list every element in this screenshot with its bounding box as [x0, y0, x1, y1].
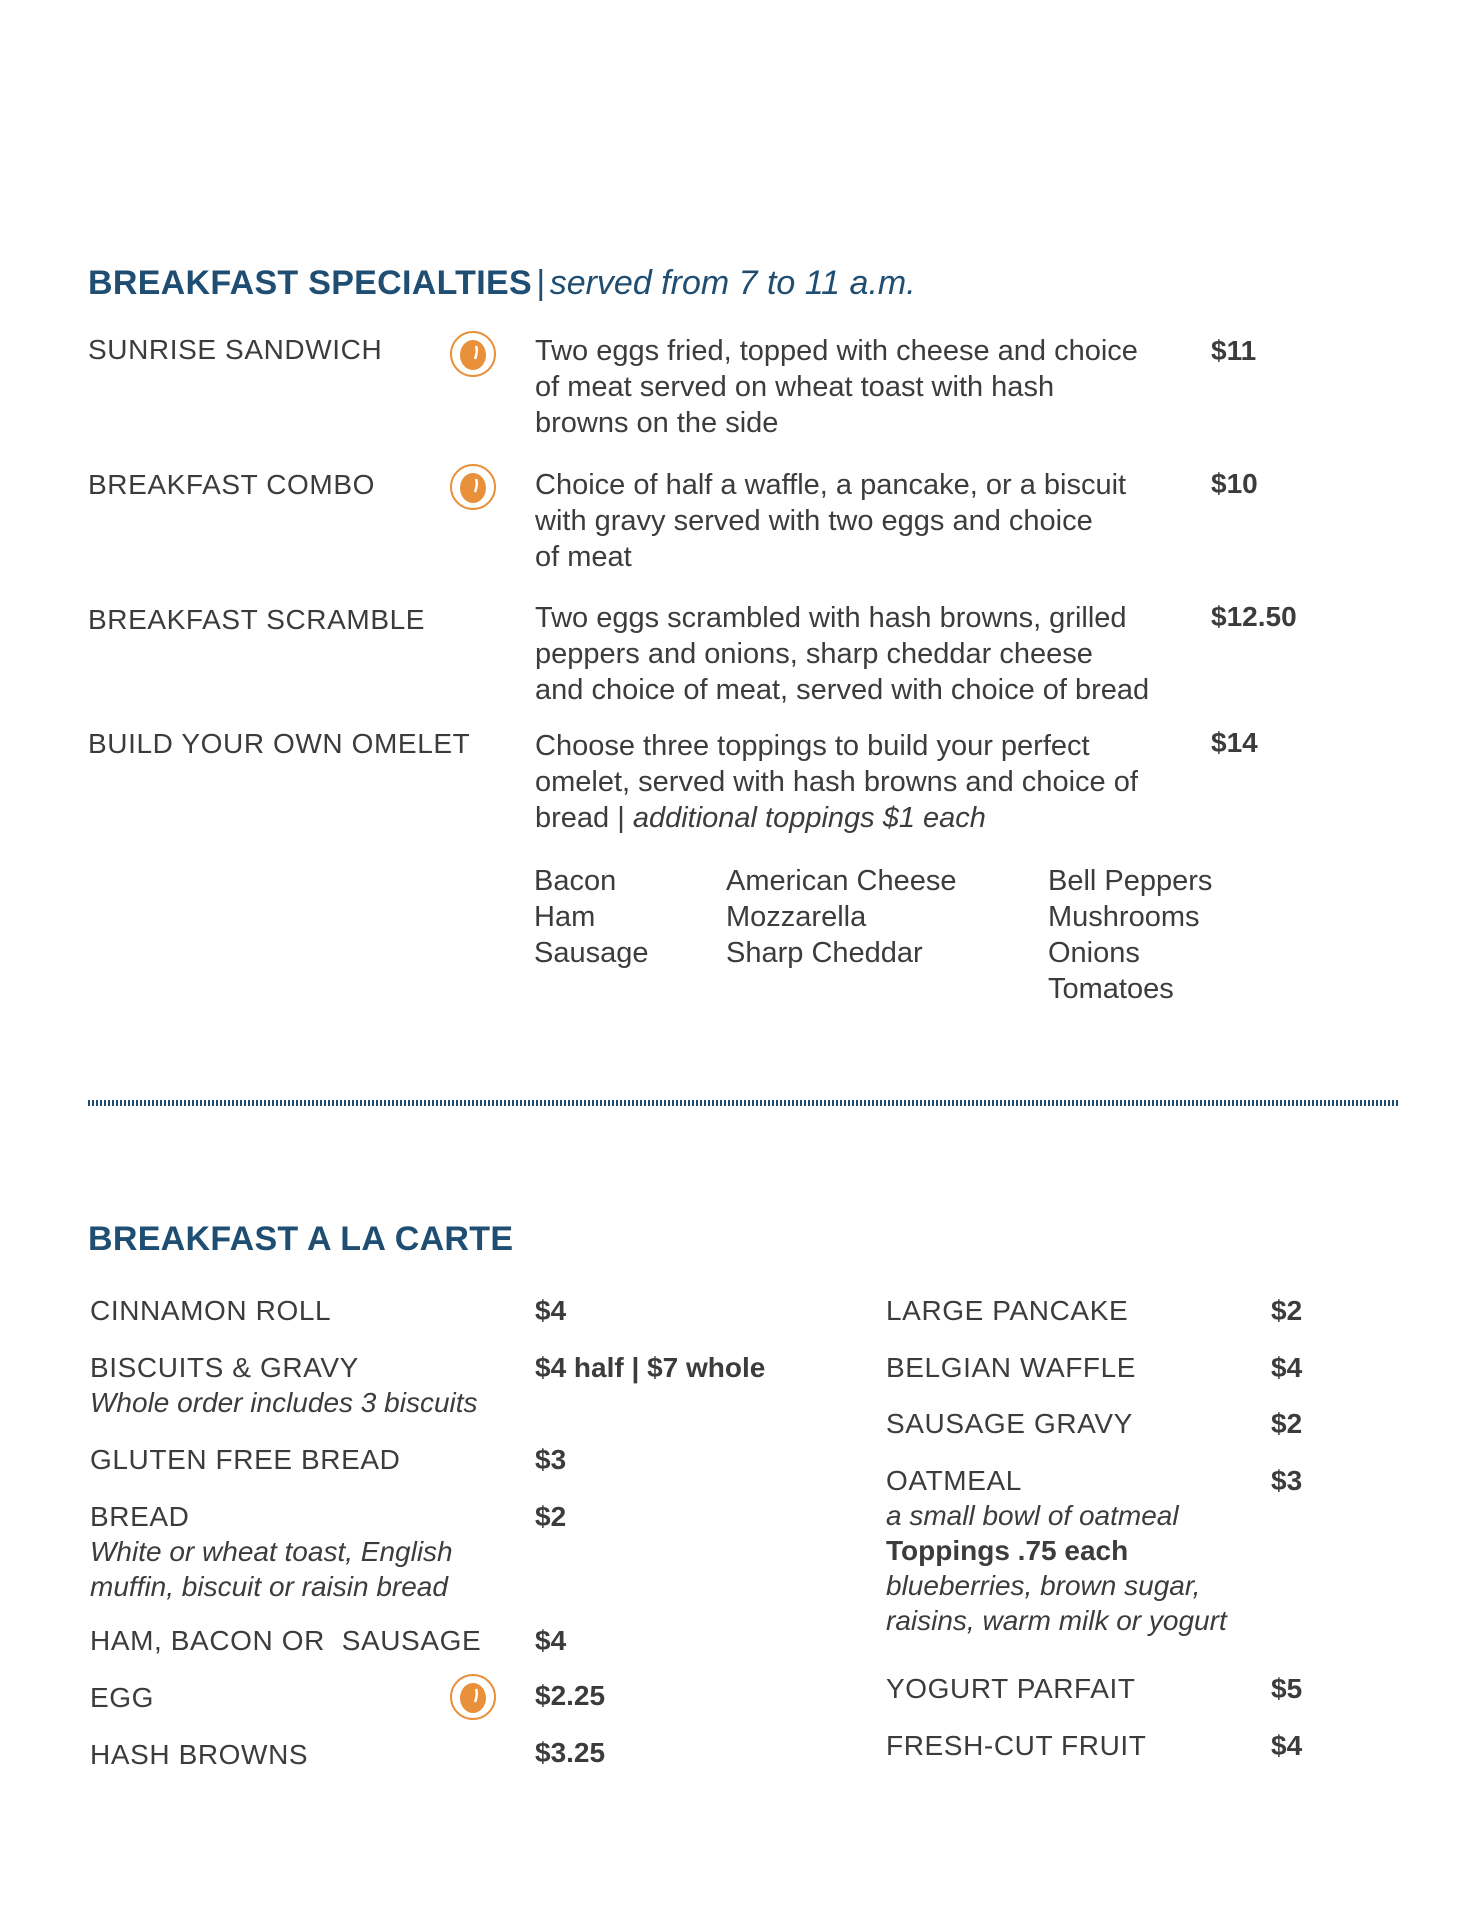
- alacarte-name-yogurt-parfait: YOGURT PARFAIT: [886, 1673, 1136, 1704]
- alacarte-price-sausage-gravy: $2: [1271, 1408, 1303, 1439]
- alacarte-price-hash-browns: $3.25: [535, 1737, 606, 1768]
- item-name-sunrise-sandwich: SUNRISE SANDWICH: [88, 334, 383, 365]
- item-price-breakfast-scramble: $12.50: [1211, 601, 1297, 632]
- oatmeal-toppings-price: Toppings .75 each: [886, 1535, 1129, 1566]
- alacarte-name-biscuits-gravy: BISCUITS & GRAVY: [90, 1352, 359, 1383]
- egg-icon: [450, 464, 496, 510]
- item-name-breakfast-combo: BREAKFAST COMBO: [88, 469, 375, 500]
- alacarte-sub-bread: White or wheat toast, English muffin, biscuit or raisin bread: [90, 1536, 453, 1602]
- alacarte-name-fresh-cut-fruit: FRESH-CUT FRUIT: [886, 1730, 1147, 1761]
- alacarte-name-belgian-waffle: BELGIAN WAFFLE: [886, 1352, 1137, 1383]
- item-name-build-your-own-omelet: BUILD YOUR OWN OMELET: [88, 728, 471, 759]
- alacarte-oatmeal-details: [886, 1498, 1227, 1638]
- item-desc-breakfast-scramble: Two eggs scrambled with hash browns, grilled peppers and onions, sharp cheddar cheese and choice of meat, served with choice of bread: [535, 602, 1150, 706]
- alacarte-price-gluten-free-bread: $3: [535, 1444, 567, 1475]
- topping-item: Mozzarella: [726, 901, 867, 933]
- alacarte-price-ham-bacon-sausage: $4: [535, 1625, 567, 1656]
- alacarte-name-egg: EGG: [90, 1682, 155, 1713]
- alacarte-price-bread: $2: [535, 1501, 567, 1532]
- topping-item: American Cheese: [726, 865, 957, 897]
- item-desc-build-your-own-omelet: Choose three toppings to build your perfect omelet, served with hash browns and choice of bread | additional toppings $1 each: [535, 730, 1138, 834]
- oatmeal-description: a small bowl of oatmeal: [886, 1500, 1179, 1531]
- topping-item: Sausage: [534, 937, 649, 969]
- topping-item: Onions: [1048, 937, 1140, 969]
- topping-item: Tomatoes: [1048, 973, 1174, 1005]
- alacarte-price-yogurt-parfait: $5: [1271, 1673, 1303, 1704]
- item-price-build-your-own-omelet: $14: [1211, 727, 1258, 758]
- toppings-veggies: [1048, 863, 1212, 1007]
- specialties-header: [88, 264, 916, 303]
- alacarte-title: BREAKFAST A LA CARTE: [88, 1220, 514, 1258]
- alacarte-price-egg: $2.25: [535, 1680, 606, 1711]
- header-separator: |: [536, 264, 546, 302]
- alacarte-name-sausage-gravy: SAUSAGE GRAVY: [886, 1408, 1133, 1439]
- alacarte-price-large-pancake: $2: [1271, 1295, 1303, 1326]
- topping-item: Bell Peppers: [1048, 865, 1213, 897]
- specialties-subtitle: served from 7 to 11 a.m.: [549, 264, 916, 302]
- item-desc-breakfast-combo: Choice of half a waffle, a pancake, or a biscuit with gravy served with two eggs and choice of meat: [535, 469, 1127, 573]
- topping-item: Mushrooms: [1048, 901, 1200, 933]
- specialties-title: BREAKFAST SPECIALTIES: [88, 264, 532, 302]
- alacarte-name-oatmeal: OATMEAL: [886, 1465, 1022, 1496]
- alacarte-price-belgian-waffle: $4: [1271, 1352, 1303, 1383]
- item-price-sunrise-sandwich: $11: [1211, 335, 1257, 366]
- topping-item: Ham: [534, 901, 596, 933]
- alacarte-name-hash-browns: HASH BROWNS: [90, 1739, 309, 1770]
- topping-item: Bacon: [534, 865, 617, 897]
- alacarte-name-large-pancake: LARGE PANCAKE: [886, 1295, 1129, 1326]
- item-price-breakfast-combo: $10: [1211, 468, 1258, 499]
- alacarte-name-cinnamon-roll: CINNAMON ROLL: [90, 1295, 332, 1326]
- alacarte-name-ham-bacon-sausage: HAM, BACON OR SAUSAGE: [90, 1625, 482, 1656]
- item-desc-sunrise-sandwich: Two eggs fried, topped with cheese and choice of meat served on wheat toast with hash browns on the side: [535, 335, 1138, 439]
- alacarte-price-oatmeal: $3: [1271, 1465, 1303, 1496]
- oatmeal-toppings-list: blueberries, brown sugar, raisins, warm milk or yogurt: [886, 1570, 1227, 1636]
- alacarte-sub-biscuits-gravy: Whole order includes 3 biscuits: [90, 1387, 478, 1418]
- topping-item: Sharp Cheddar: [726, 937, 923, 969]
- alacarte-price-fresh-cut-fruit: $4: [1271, 1730, 1303, 1761]
- alacarte-name-gluten-free-bread: GLUTEN FREE BREAD: [90, 1444, 401, 1475]
- alacarte-price-cinnamon-roll: $4: [535, 1295, 567, 1326]
- toppings-meats: [534, 863, 649, 971]
- egg-icon: [450, 1674, 496, 1720]
- egg-icon: [450, 331, 496, 377]
- section-divider: [88, 1100, 1398, 1106]
- toppings-cheeses: [726, 863, 957, 971]
- alacarte-price-biscuits-gravy: $4 half | $7 whole: [535, 1352, 766, 1383]
- item-name-breakfast-scramble: BREAKFAST SCRAMBLE: [88, 604, 426, 635]
- alacarte-name-bread: BREAD: [90, 1501, 190, 1532]
